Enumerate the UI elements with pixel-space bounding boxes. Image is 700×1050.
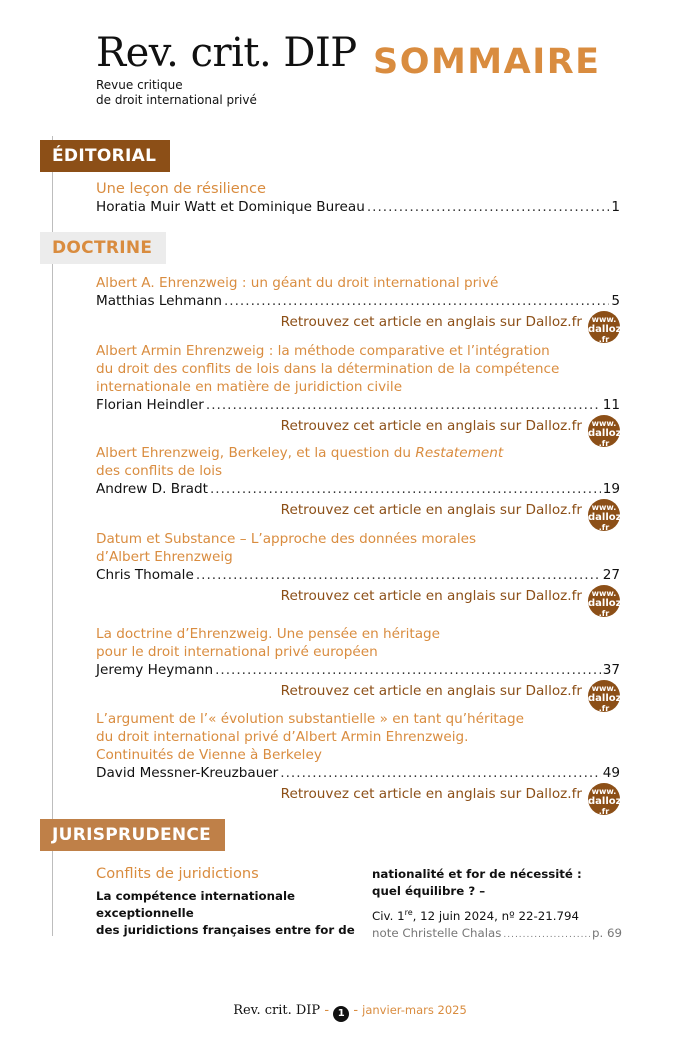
entry-page: 19 [602,481,620,497]
footer-separator: - [324,1003,330,1018]
dalloz-link-row[interactable] [96,312,622,344]
doctrine-entry[interactable] [96,625,622,713]
case-title-line: quel équilibre ? – [372,884,486,898]
dalloz-badge-icon[interactable]: www. dalloz .fr [588,499,620,531]
entry-author-line [96,764,620,782]
entry-title-line[interactable]: d’Albert Ehrenzweig [96,549,233,565]
entry-author-line [96,566,620,584]
entry-author: Andrew D. Bradt [96,481,208,497]
jurisprudence-entry[interactable] [96,864,356,939]
entry-author: David Messner-Kreuzbauer [96,765,279,781]
entry-title-line[interactable]: du droit international privé d’Albert Armin Ehrenzweig. [96,729,469,745]
entry-title[interactable]: Albert A. Ehrenzweig : un géant du droit international privé [96,275,499,291]
section-doctrine: DOCTRINE [40,232,166,264]
entry-title-line[interactable]: La doctrine d’Ehrenzweig. Une pensée en héritage [96,626,441,642]
leader-dots [224,292,609,310]
footer-journal: Rev. crit. DIP [233,1003,321,1018]
entry-author-line [96,396,620,414]
leader-dots [210,480,601,498]
leader-dots [503,927,590,944]
doctrine-entry[interactable] [96,342,622,448]
entry-page: 5 [611,293,620,309]
dalloz-link[interactable]: Retrouvez cet article en anglais sur Dalloz.fr [280,502,582,518]
dalloz-badge-icon[interactable]: www. dalloz .fr [588,783,620,815]
dalloz-badge-icon[interactable]: www. dalloz .fr [588,680,620,712]
case-title[interactable] [96,888,356,939]
dalloz-link[interactable]: Retrouvez cet article en anglais sur Dalloz.fr [280,786,582,802]
sommaire-heading: SOMMAIRE [373,42,601,82]
journal-title: Rev. crit. DIP [96,30,357,76]
title-italic: Restatement [415,445,504,461]
dalloz-badge-icon[interactable]: www. dalloz .fr [588,311,620,343]
entry-author: Matthias Lehmann [96,293,222,309]
note-page: p. 69 [592,925,622,940]
doctrine-entry[interactable] [96,530,622,618]
entry-page: 11 [602,397,620,413]
jurisprudence-category: Conflits de juridictions [96,865,259,882]
entry-title-line[interactable]: du droit des conflits de lois dans la détermination de la compétence [96,361,560,377]
note-author: note Christelle Chalas [372,925,502,940]
doctrine-entry[interactable] [96,444,622,532]
entry-title-line[interactable]: Albert Ehrenzweig, Berkeley, et la question du Restatement [96,445,504,461]
footer-date: janvier-mars 2025 [362,1003,467,1017]
case-title-line: La compétence internationale exceptionnelle [96,889,296,920]
case-title-line: des juridictions françaises entre for de [96,923,355,937]
entry-page: 1 [611,199,620,215]
entry-author: Florian Heindler [96,397,204,413]
entry-title-line[interactable]: pour le droit international privé européen [96,644,378,660]
doctrine-entry[interactable] [96,274,622,344]
entry-page: 37 [602,662,620,678]
dalloz-link-row[interactable] [96,500,622,532]
entry-author: Jeremy Heymann [96,662,214,678]
dalloz-link-row[interactable] [96,586,622,618]
leader-dots [215,661,601,679]
entry-title-line[interactable]: des conflits de lois [96,463,223,479]
dalloz-link[interactable]: Retrouvez cet article en anglais sur Dalloz.fr [280,588,582,604]
entry-author: Horatia Muir Watt et Dominique Bureau [96,199,365,215]
entry-author-line [96,198,620,216]
dalloz-link[interactable]: Retrouvez cet article en anglais sur Dalloz.fr [280,683,582,699]
doctrine-entry[interactable] [96,710,622,816]
dalloz-link[interactable]: Retrouvez cet article en anglais sur Dalloz.fr [280,314,582,330]
dalloz-link-row[interactable] [96,784,622,816]
leader-dots [367,198,610,216]
dalloz-badge-icon[interactable]: www. dalloz .fr [588,585,620,617]
footer-separator: - [353,1003,359,1018]
dalloz-link-row[interactable] [96,681,622,713]
leader-dots [280,764,600,782]
entry-title-line[interactable]: Albert Armin Ehrenzweig : la méthode comparative et l’intégration [96,343,550,359]
entry-title-line[interactable]: Datum et Substance – L’approche des données morales [96,531,477,547]
dalloz-link-row[interactable] [96,416,622,448]
leader-dots [206,396,601,414]
entry-title-line[interactable]: Continuités de Vienne à Berkeley [96,747,322,763]
dalloz-link[interactable]: Retrouvez cet article en anglais sur Dalloz.fr [280,418,582,434]
section-editorial: ÉDITORIAL [40,140,170,172]
case-title-line: nationalité et for de nécessité : [372,867,582,881]
editorial-entry[interactable] [96,180,620,216]
dalloz-badge-icon[interactable]: www. dalloz .fr [588,415,620,447]
court-reference: Civ. 1re, 12 juin 2024, nº 22-21.794 [372,908,580,923]
entry-title-line[interactable]: internationale en matière de juridiction civile [96,379,403,395]
entry-author-line [96,661,620,679]
entry-title[interactable]: Une leçon de résilience [96,180,266,197]
jurisprudence-entry-continued[interactable] [372,866,622,944]
entry-page: 27 [602,567,620,583]
journal-subtitle [96,78,257,108]
page-footer [0,1003,700,1022]
entry-title-line[interactable]: L’argument de l’« évolution substantielle » en tant qu’héritage [96,711,525,727]
section-jurisprudence: JURISPRUDENCE [40,819,225,851]
entry-author: Chris Thomale [96,567,194,583]
entry-page: 49 [602,765,620,781]
leader-dots [196,566,601,584]
subtitle-line-2: de droit international privé [96,93,257,107]
subtitle-line-1: Revue critique [96,78,183,92]
issue-number-badge: 1 [333,1006,349,1022]
entry-author-line [96,292,620,310]
note-line [372,925,622,944]
entry-author-line [96,480,620,498]
